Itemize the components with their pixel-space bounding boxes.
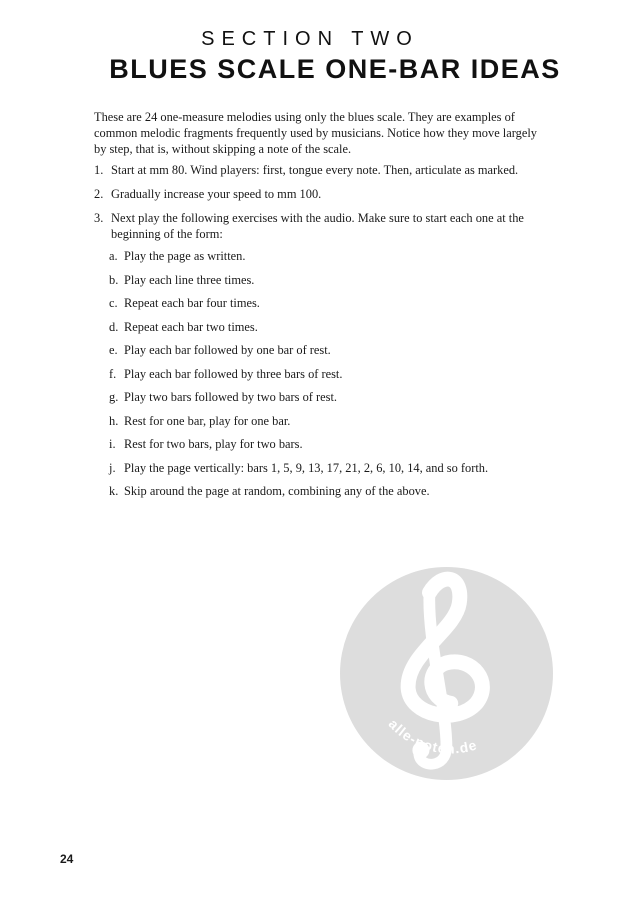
instruction-text: Gradually increase your speed to mm 100. xyxy=(111,187,322,201)
exercise-text: Play the page as written. xyxy=(124,249,246,263)
exercise-text: Rest for one bar, play for one bar. xyxy=(124,413,291,428)
page-number: 24 xyxy=(60,852,74,866)
page-title: BLUES SCALE ONE-BAR IDEAS xyxy=(109,54,561,84)
exercise-letter: k. xyxy=(109,484,119,498)
exercise-letter: d. xyxy=(109,319,119,334)
exercise-text: Skip around the page at random, combining any of the above. xyxy=(124,484,430,498)
instruction-item xyxy=(94,186,544,202)
watermark-text: alle-noten.de xyxy=(385,715,480,757)
instruction-number: 1. xyxy=(94,163,104,177)
instruction-list xyxy=(94,162,544,515)
exercise-text: Rest for two bars, play for two bars. xyxy=(124,437,303,451)
exercise-text: Repeat each bar four times. xyxy=(124,296,260,310)
exercise-item xyxy=(109,483,544,499)
exercise-item xyxy=(109,319,544,335)
exercise-item xyxy=(109,272,544,288)
exercise-item xyxy=(109,248,544,264)
watermark xyxy=(340,567,553,780)
instruction-text: Next play the following exercises with the audio. Make sure to start each one at the beginning of the form: xyxy=(111,211,524,241)
exercise-letter: a. xyxy=(109,249,118,263)
exercise-item xyxy=(109,413,544,429)
exercise-letter: i. xyxy=(109,437,116,451)
exercise-text: Play the page vertically: bars 1, 5, 9, 13, 17, 21, 2, 6, 10, 14, and so forth. xyxy=(124,460,489,475)
exercise-list xyxy=(109,248,544,499)
exercise-text: Play two bars followed by two bars of rest. xyxy=(124,390,338,404)
exercise-item xyxy=(109,436,544,452)
exercise-item xyxy=(109,295,544,311)
exercise-letter: b. xyxy=(109,272,119,287)
exercise-letter: c. xyxy=(109,296,118,310)
exercise-letter: j. xyxy=(109,460,116,475)
exercise-letter: h. xyxy=(109,413,119,428)
instruction-item xyxy=(94,162,544,178)
intro-paragraph: These are 24 one-measure melodies using only the blues scale. They are examples of common melodic fragments frequently used by musicians. Notice how they move largely by step, that is, without skipping a note of the scale. xyxy=(94,110,537,156)
exercise-text: Play each line three times. xyxy=(124,272,255,287)
exercise-item xyxy=(109,460,544,476)
instruction-item xyxy=(94,210,544,507)
instruction-text: Start at mm 80. Wind players: first, tongue every note. Then, articulate as marked. xyxy=(111,163,519,177)
exercise-letter: f. xyxy=(109,366,117,381)
exercise-item xyxy=(109,342,544,358)
exercise-item xyxy=(109,389,544,405)
exercise-text: Play each bar followed by one bar of rest. xyxy=(124,343,331,357)
instruction-number: 3. xyxy=(94,211,104,225)
exercise-text: Play each bar followed by three bars of rest. xyxy=(124,366,343,381)
exercise-letter: g. xyxy=(109,390,119,404)
exercise-item xyxy=(109,366,544,382)
section-label: SECTION TWO xyxy=(201,28,419,50)
exercise-text: Repeat each bar two times. xyxy=(124,319,258,334)
instruction-number: 2. xyxy=(94,187,104,201)
exercise-letter: e. xyxy=(109,343,118,357)
